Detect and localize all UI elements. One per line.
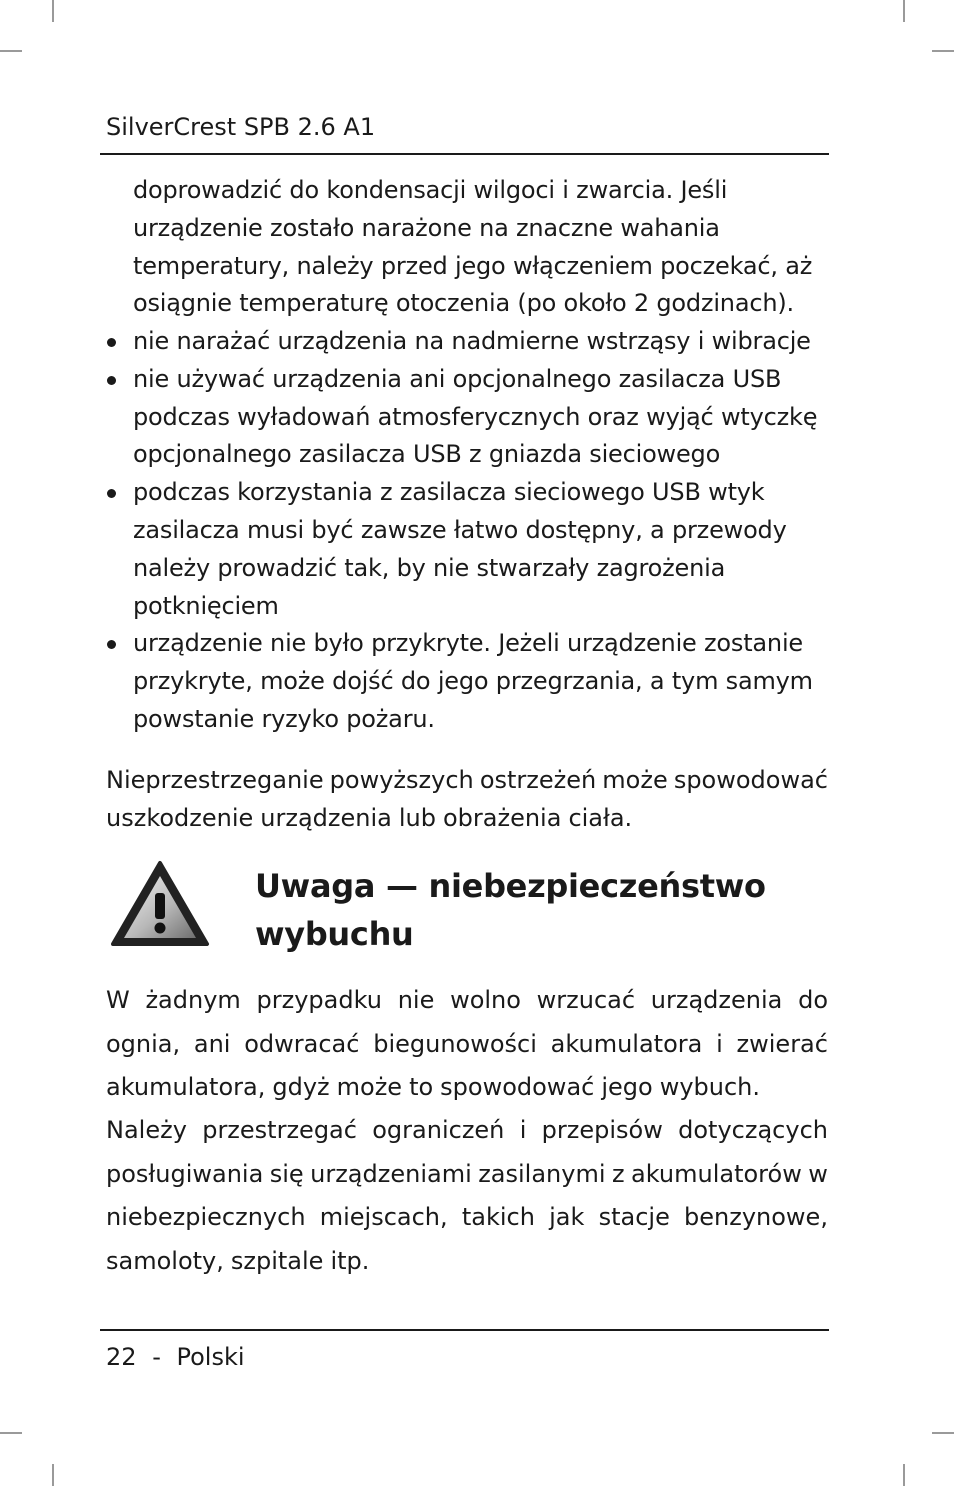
header-rule: [100, 153, 829, 155]
text-line: nie używać urządzenia ani opcjonalnego zasilacza USB: [133, 364, 782, 393]
text-line: ognia, ani odwracać biegunowości akumulatora i zwierać: [106, 1029, 828, 1058]
text-line: doprowadzić do kondensacji wilgoci i zwarcia. Jeśli: [133, 176, 728, 204]
text-line: Należy przestrzegać ograniczeń i przepisów dotyczących: [106, 1116, 828, 1144]
footer-rule: [100, 1329, 829, 1331]
text-line: uszkodzenie urządzenia lub obrażenia ciała.: [106, 803, 633, 832]
crop-mark: [932, 50, 954, 52]
list-item: [106, 361, 826, 474]
bullet-icon: [107, 640, 116, 649]
bullet-icon: [107, 376, 116, 385]
restrictions-paragraph: [106, 1109, 828, 1283]
text-line: Nieprzestrzeganie powyższych ostrzeżeń może spowodować: [106, 766, 828, 794]
text-line: urządzenie zostało narażone na znaczne wahania: [133, 213, 720, 242]
crop-mark: [0, 1432, 22, 1434]
page-number: 22: [106, 1343, 137, 1371]
text-line: akumulatora, gdyż może to spowodować jego wybuch.: [106, 1073, 761, 1101]
text-line: podczas korzystania z zasilacza sieciowego USB wtyk: [133, 478, 765, 507]
safety-bullet-list: [106, 323, 826, 739]
text-line: niebezpiecznych miejscach, takich jak stacje benzynowe,: [106, 1203, 828, 1231]
bullet-icon: [107, 489, 116, 498]
explosion-paragraph: [106, 979, 828, 1110]
consequence-paragraph: [106, 762, 828, 838]
list-item: [106, 474, 826, 625]
continuation-text: [133, 172, 833, 323]
crop-mark: [903, 0, 905, 22]
text-line: podczas wyładowań atmosferycznych oraz wyjąć wtyczkę: [133, 402, 818, 431]
section-title: Uwaga — niebezpieczeństwo wybuchu: [255, 867, 766, 953]
bullet-icon: [107, 338, 116, 347]
crop-mark: [52, 0, 54, 22]
text-line: zasilacza musi być zawsze łatwo dostępny, a przewody: [133, 515, 787, 544]
footer-language: Polski: [176, 1343, 245, 1371]
page-footer: [106, 1342, 245, 1372]
text-line: przykryte, może dojść do jego przegrzania, a tym samym: [133, 667, 813, 696]
text-line: powstanie ryzyko pożaru.: [133, 704, 435, 733]
crop-mark: [52, 1464, 54, 1486]
text-line: W żadnym przypadku nie wolno wrzucać urządzenia do: [106, 986, 828, 1014]
crop-mark: [903, 1464, 905, 1486]
text-line: urządzenie nie było przykryte. Jeżeli urządzenie zostanie: [133, 629, 803, 658]
text-line: samoloty, szpitale itp.: [106, 1246, 370, 1275]
warning-triangle-icon: [110, 860, 210, 948]
list-item: [106, 323, 826, 361]
text-line: opcjonalnego zasilacza USB z gniazda sieciowego: [133, 440, 721, 469]
crop-mark: [932, 1432, 954, 1434]
text-line: potknięciem: [133, 591, 279, 620]
list-item: [106, 625, 826, 738]
text-line: nie narażać urządzenia na nadmierne wstrząsy i wibracje: [133, 327, 811, 355]
footer-separator: -: [152, 1343, 161, 1371]
text-line: osiągnie temperaturę otoczenia (po około 2 godzinach).: [133, 289, 794, 318]
text-line: należy prowadzić tak, by nie stwarzały zagrożenia: [133, 553, 726, 582]
text-line: posługiwania się urządzeniami zasilanymi z akumulatorów w: [106, 1159, 828, 1188]
text-line: temperatury, należy przed jego włączeniem poczekać, aż: [133, 251, 813, 280]
crop-mark: [0, 50, 22, 52]
running-header: SilverCrest SPB 2.6 A1: [106, 113, 376, 141]
